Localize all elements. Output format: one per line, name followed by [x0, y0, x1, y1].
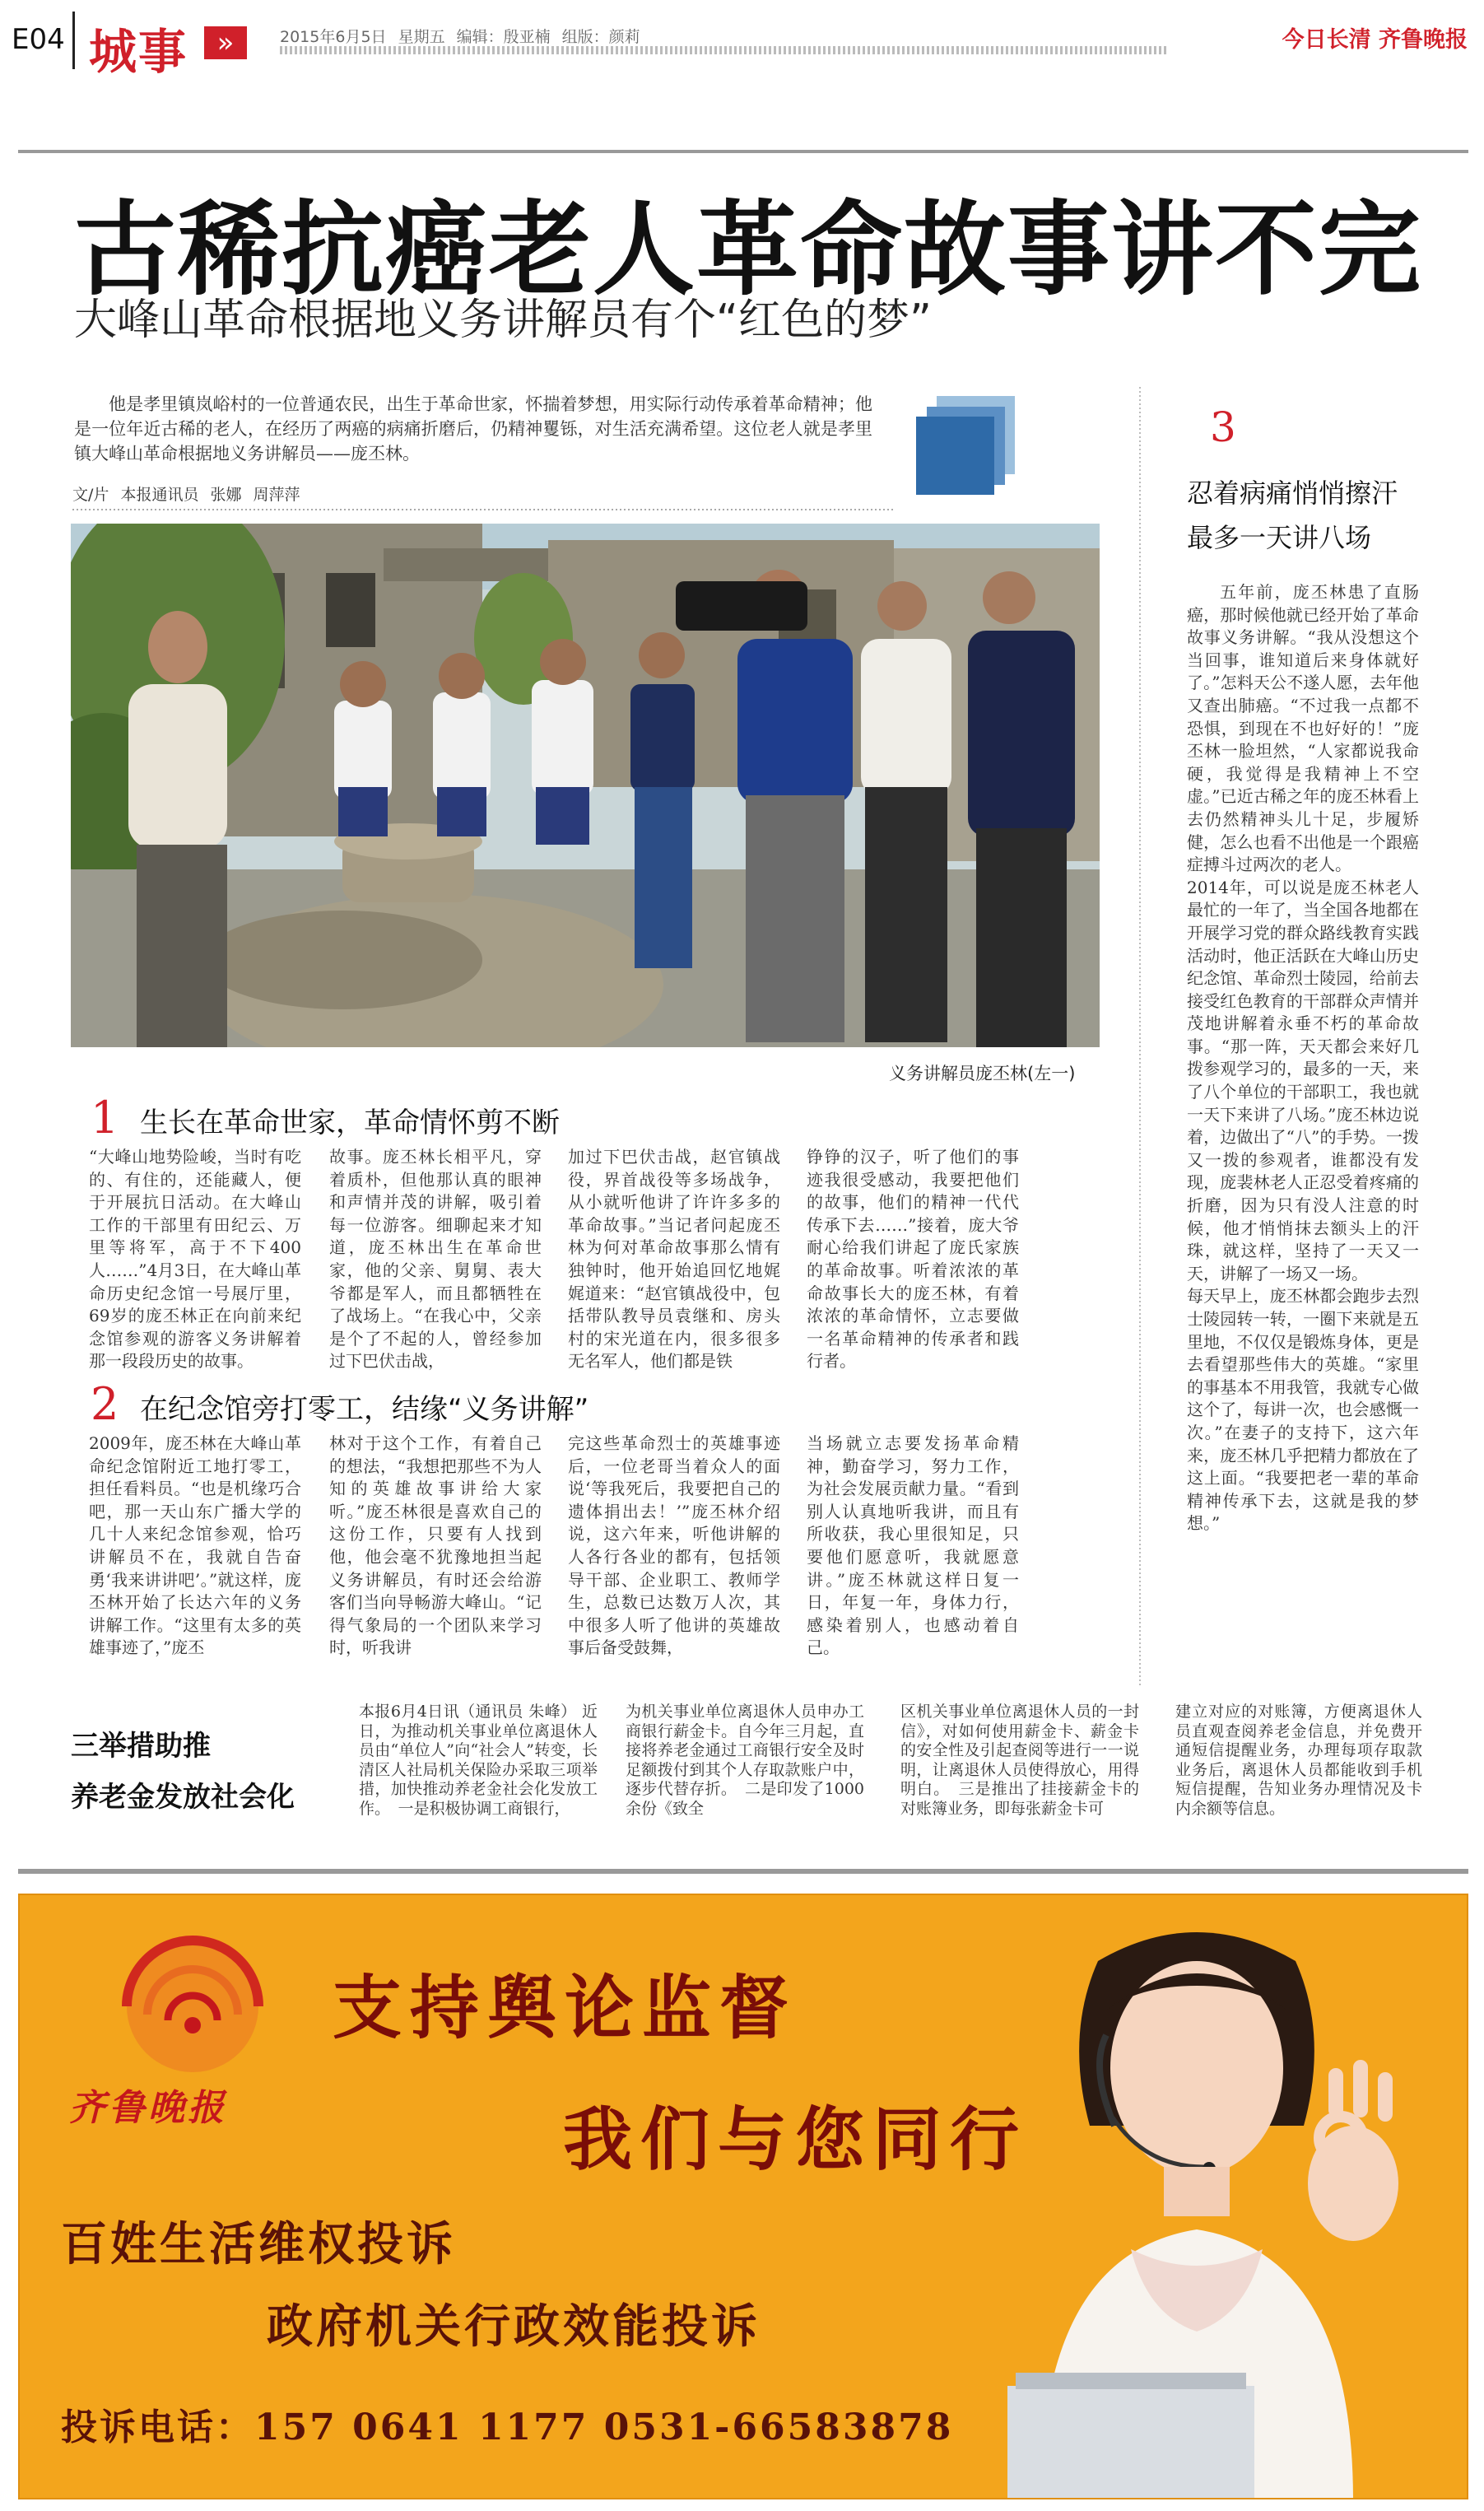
main-headline: 古稀抗癌老人革命故事讲不完 [74, 191, 1423, 310]
brief-title-line-2: 养老金发放社会化 [71, 1781, 295, 1814]
dotted-divider [72, 509, 896, 510]
brief-column-3: 区机关事业单位离退休人员的一封信》，对如何使用薪金卡、薪金卡的安全性及引起查阅等进行一一说明，让离退休人员使得放心，用得明白。 三是推出了挂接薪金卡的对账簿业务，即每张薪金卡可 [900, 1703, 1139, 1818]
section-2-column-4: 当场就立志要发扬革命精神，勤奋学习，努力工作，为社会发展贡献力量。“看到别人认真地听我讲，而且有所收获，我心里很知足，只要他们愿意听，我就愿意讲。”庞丕林就这样日复一日，年复一年，身体力行，感染着别人，也感动着自己。 [807, 1433, 1019, 1658]
ad-line-1: 百姓生活维权投诉 [61, 2217, 456, 2271]
section-2-column-2: 林对于这个工作，有着自己的想法，“我想把那些不为人知的英雄故事讲给大家听。”庞丕林很是喜欢自己的这份工作，只要有人找到他，他会毫不犹豫地担当起义务讲解员，有时还会给游客们当向导畅游大峰山。“记得气象局的一个团队来学习时，听我讲 [329, 1433, 542, 1658]
section-1-column-4: 铮铮的汉子，听了他们的事迹我很受感动，我要把他们的故事，他们的精神一代代传承下去……”接着，庞大爷耐心给我们讲起了庞氏家族的革命故事。听着浓浓的革命故事长大的庞丕林，有着浓浓的革命情怀，立志要做一名革命精神的传承者和践行者。 [807, 1147, 1019, 1372]
bottom-rule [18, 1869, 1468, 1874]
section-3-title-line-1: 忍着病痛悄悄擦汗 [1187, 478, 1398, 509]
page-header [0, 0, 1484, 99]
edition-name: 今日长清 齐鲁晚报 [1282, 27, 1468, 53]
decorative-squares-icon [912, 392, 1019, 499]
header-pattern-bar [280, 46, 1169, 54]
ad-line-2: 政府机关行政效能投诉 [267, 2299, 761, 2354]
section-1-column-1: “大峰山地势险峻，当时有吃的、有住的，还能藏人，便于开展抗日活动。在大峰山工作的干部里有田纪云、万里等将军，高于不下400人……”4月3日，在大峰山革命历史纪念馆一号展厅里，69岁的庞丕林正在向前来纪念馆参观的游客义务讲解着那一段段历史的故事。 [89, 1147, 301, 1372]
brief-title-line-1: 三举措助推 [71, 1730, 211, 1763]
intro-paragraph: 他是孝里镇岚峪村的一位普通农民，出生于革命世家，怀揣着梦想，用实际行动传承着革命精神；他是一位年近古稀的老人，在经历了两癌的病痛折磨后，仍精神矍铄，对生活充满希望。这位老人就是孝里镇大峰山革命根据地义务讲解员——庞丕林。 [74, 394, 872, 464]
section-2-title: 在纪念馆旁打零工，结缘“义务讲解” [140, 1393, 589, 1426]
chevron-right-icon: » [204, 26, 247, 59]
ad-phone: 投诉电话：157 0641 1177 0531-66583878 [61, 2406, 954, 2448]
brief-column-2: 为机关事业单位离退休人员申办工商银行薪金卡。自今年三月起，直接将养老金通过工商银行安全及时足额拨付到其个人存取款账户中，逐步代替存折。 二是印发了1000余份《致全 [626, 1703, 864, 1818]
section-2-column-1: 2009年，庞丕林在大峰山革命纪念馆附近工地打零工，担任看料员。“也是机缘巧合吧，那一天山东广播大学的几十人来纪念馆参观，恰巧讲解员不在，我就自告奋勇‘我来讲讲吧’。”就这样，庞丕林开始了长达六年的义务讲解工作。“这里有太多的英雄事迹了，”庞丕 [89, 1433, 301, 1658]
section-1-number: 1 [91, 1092, 119, 1144]
brief-column-4: 建立对应的对账簿，方便离退休人员直观查阅养老金信息，并免费开通短信提醒业务，办理每项存取款业务后，离退休人员都能收到手机短信提醒，告知业务办理情况及卡内余额等信息。 [1175, 1703, 1422, 1818]
brief-column-1: 本报6月4日讯（通讯员 朱峰） 近日，为推动机关事业单位离退休人员由“单位人”向“社会人”转变，长清区人社局机关保险办采取三项举措，加快推动养老金社会化发放工作。 一是积极协调工商银行， [359, 1703, 598, 1818]
photo-caption: 义务讲解员庞丕林(左一) [889, 1064, 1076, 1083]
section-3-title-line-2: 最多一天讲八场 [1187, 522, 1372, 553]
section-name: 城事 [89, 24, 188, 80]
sub-headline: 大峰山革命根据地义务讲解员有个“红色的梦” [74, 296, 932, 345]
section-2-number: 2 [91, 1378, 119, 1430]
section-1-column-2: 故事。庞丕林长相平凡，穿着质朴，但他那认真的眼神和声情并茂的讲解，吸引着每一位游客。细聊起来才知道，庞丕林出生在革命世家，他的父亲、舅舅、表大爷都是军人，而且都牺牲在了战场上。“在我心中，父亲是个了不起的人，曾经参加过下巴伏击战， [329, 1147, 542, 1372]
photo-illustration [71, 524, 1100, 1047]
header-rule [18, 150, 1468, 153]
advertisement-banner [18, 1894, 1468, 2499]
byline: 文/片 本报通讯员 张娜 周萍萍 [72, 486, 300, 504]
brief-title [71, 1721, 295, 1823]
section-3-body: 五年前，庞丕林患了直肠癌，那时候他就已经开始了革命故事义务讲解。“我从没想这个当回事，谁知道后来身体就好了。”怎料天公不遂人愿，去年他又查出肺癌。“不过我一点都不恐惧，到现在不也好好的！”庞丕林一脸坦然，“人家都说我命硬，我觉得是我精神上不空虚。”已近古稀之年的庞丕林看上去仍然精神头儿十足，步履矫健，怎么也看不出他是一个跟癌症搏斗过两次的老人。 2014年，可以说是庞丕林老人最忙的一年了，当全国各地都在开展学习党的群众路线教育实践活动时，他正活跃在大峰山历史纪念馆、革命烈士陵园，给前去接受红色教育的干部群众声情并茂地讲解着永垂不朽的革命故事。“那一阵，天天都会来好几拨参观学习的，最多的一天，来了八个单位的干部职工，我也就一天下来讲了八场。”庞丕林边说着，边做出了“八”的手势。一拨又一拨的参观者，谁都没有发现，庞裴林老人正忍受着疼痛的折磨，因为只有没人注意的时候，他才悄悄抹去额头上的汗珠，就这样，坚持了一天又一天，讲解了一场又一场。 每天早上，庞丕林都会跑步去烈士陵园转一转，一圈下来就是五里地，不仅仅是锻炼身体，更是去看望那些伟大的英雄。“家里的事基本不用我管，我就专心做这个了，每讲一次，也会感慨一次。”在妻子的支持下，这六年来，庞丕林几乎把精力都放在了这上面。“我要把老一辈的革命精神传承下去，这就是我的梦想。” [1187, 582, 1419, 1534]
ad-tagline-2: 我们与您同行 [563, 2099, 1028, 2180]
page-number: E04 [12, 23, 65, 56]
header-divider [72, 12, 75, 69]
section-1-title: 生长在革命世家，革命情怀剪不断 [140, 1106, 560, 1139]
section-2-column-3: 完这些革命烈士的英雄事迹后，一位老哥当着众人的面说‘等我死后，我要把自己的遗体捐出去！’”庞丕林介绍说，这六年来，听他讲解的人各行各业的都有，包括领导干部、企业职工、教师学生，总数已达数万人次，其中很多人听了他讲的英雄故事后备受鼓舞， [568, 1433, 780, 1658]
section-1-column-3: 加过下巴伏击战，赵官镇战役，界首战役等多场战争，从小就听他讲了许许多多的革命故事。”当记者问起庞丕林为何对革命故事那么情有独钟时，他开始追回忆地娓娓道来：“赵官镇战役中，包括带队教导员袁继和、房头村的宋光道在内，很多很多无名军人，他们都是铁 [568, 1147, 780, 1372]
issue-meta: 2015年6月5日 星期五 编辑：殷亚楠 组版：颜莉 [280, 28, 640, 46]
ad-tagline-1: 支持舆论监督 [333, 1967, 798, 2048]
ad-brand-name: 齐鲁晚报 [69, 2087, 227, 2129]
article-photo [71, 524, 1100, 1047]
section-3-number: 3 [1210, 403, 1236, 451]
column-divider [1139, 387, 1141, 1688]
section-3-title [1187, 471, 1398, 560]
operator-figure [1007, 1912, 1468, 2499]
